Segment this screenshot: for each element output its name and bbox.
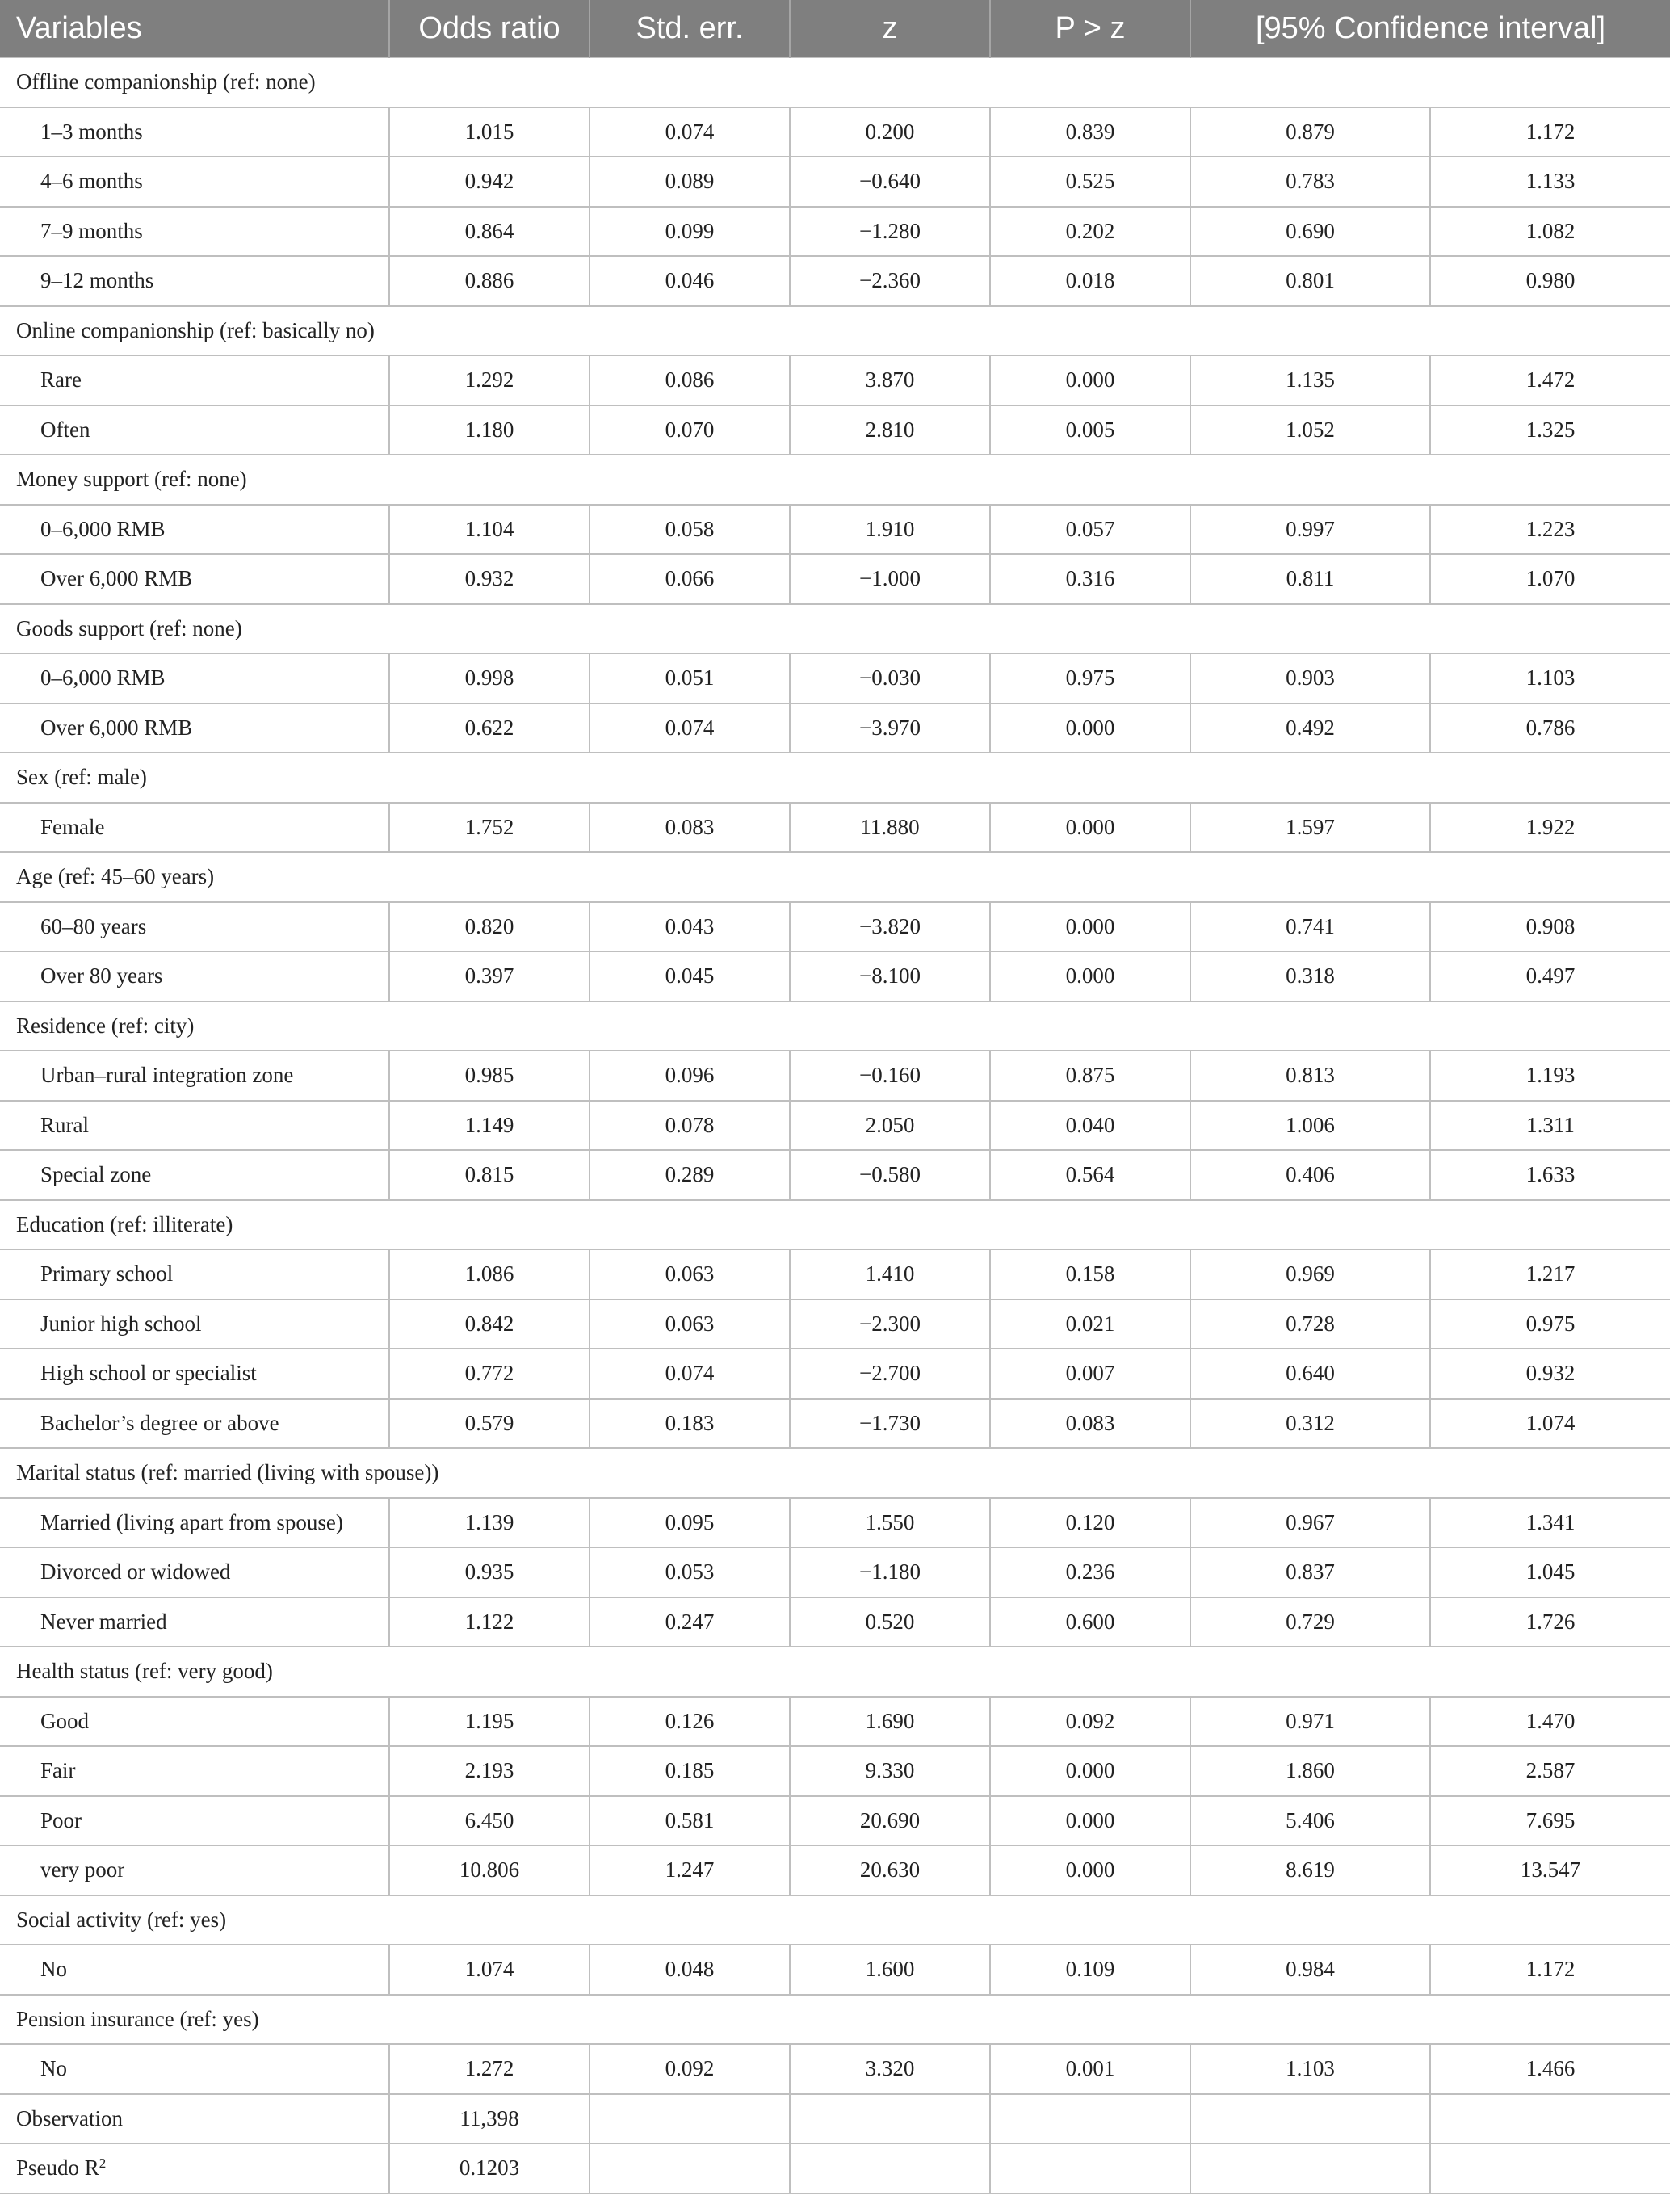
row-label: 1–3 months xyxy=(0,107,389,157)
cell-odds-ratio: 1.122 xyxy=(389,1597,590,1647)
cell-ci-lower: 1.052 xyxy=(1190,405,1430,455)
header-row xyxy=(0,0,1670,57)
cell-odds-ratio: 1.104 xyxy=(389,505,590,555)
group-title: Sex (ref: male) xyxy=(0,753,1670,803)
row-label: Over 80 years xyxy=(0,951,389,1001)
cell-ci-lower: 0.318 xyxy=(1190,951,1430,1001)
cell-ci-lower: 0.967 xyxy=(1190,1498,1430,1548)
cell-z: −2.300 xyxy=(790,1299,990,1349)
cell-ci-lower: 0.492 xyxy=(1190,703,1430,753)
cell-z: 2.050 xyxy=(790,1101,990,1151)
group-title: Money support (ref: none) xyxy=(0,455,1670,505)
group-title: Marital status (ref: married (living with spouse)) xyxy=(0,1448,1670,1498)
cell-odds-ratio: 0.942 xyxy=(389,157,590,207)
row-label: 4–6 months xyxy=(0,157,389,207)
cell-odds-ratio: 0.622 xyxy=(389,703,590,753)
cell-z: 9.330 xyxy=(790,1746,990,1796)
cell-ci-upper: 1.074 xyxy=(1430,1399,1670,1449)
cell-ci-lower: 1.860 xyxy=(1190,1746,1430,1796)
row-label: Primary school xyxy=(0,1249,389,1299)
row-label: 7–9 months xyxy=(0,207,389,257)
table-row xyxy=(0,505,1670,555)
cell-std-err: 0.096 xyxy=(590,1051,790,1101)
cell-ci-upper: 1.726 xyxy=(1430,1597,1670,1647)
cell-ci-upper: 1.223 xyxy=(1430,505,1670,555)
group-title: Education (ref: illiterate) xyxy=(0,1200,1670,1250)
cell-std-err: 0.074 xyxy=(590,1349,790,1399)
header-std-err: Std. err. xyxy=(590,0,790,57)
row-label: Bachelor’s degree or above xyxy=(0,1399,389,1449)
row-label: Female xyxy=(0,803,389,853)
cell-ci-upper: 1.325 xyxy=(1430,405,1670,455)
cell-ci-lower: 0.984 xyxy=(1190,1945,1430,1995)
cell-odds-ratio: 1.292 xyxy=(389,355,590,405)
cell-p-value: 0.202 xyxy=(990,207,1190,257)
cell-ci-upper: 1.193 xyxy=(1430,1051,1670,1101)
cell-ci-lower: 0.729 xyxy=(1190,1597,1430,1647)
cell-std-err: 0.083 xyxy=(590,803,790,853)
table-row xyxy=(0,1796,1670,1846)
cell-ci-lower: 0.969 xyxy=(1190,1249,1430,1299)
table-body xyxy=(0,57,1670,2094)
row-label: Never married xyxy=(0,1597,389,1647)
cell-ci-lower: 0.837 xyxy=(1190,1547,1430,1597)
cell-z: −0.580 xyxy=(790,1150,990,1200)
cell-p-value: 0.021 xyxy=(990,1299,1190,1349)
table-row xyxy=(0,355,1670,405)
table-row xyxy=(0,1101,1670,1151)
cell-odds-ratio: 6.450 xyxy=(389,1796,590,1846)
cell-z: 0.520 xyxy=(790,1597,990,1647)
table-row xyxy=(0,207,1670,257)
table-row xyxy=(0,902,1670,952)
cell-z: 11.880 xyxy=(790,803,990,853)
cell-p-value: 0.000 xyxy=(990,703,1190,753)
cell-std-err: 0.053 xyxy=(590,1547,790,1597)
cell-std-err: 0.048 xyxy=(590,1945,790,1995)
cell-odds-ratio: 1.139 xyxy=(389,1498,590,1548)
cell-p-value: 0.564 xyxy=(990,1150,1190,1200)
cell-p-value: 0.007 xyxy=(990,1349,1190,1399)
cell-ci-upper: 1.082 xyxy=(1430,207,1670,257)
cell-ci-upper: 13.547 xyxy=(1430,1845,1670,1895)
group-title: Residence (ref: city) xyxy=(0,1001,1670,1051)
cell-ci-upper: 1.045 xyxy=(1430,1547,1670,1597)
cell-p-value: 0.109 xyxy=(990,1945,1190,1995)
cell-odds-ratio: 1.149 xyxy=(389,1101,590,1151)
table-row xyxy=(0,1399,1670,1449)
group-row xyxy=(0,852,1670,902)
cell-p-value: 0.040 xyxy=(990,1101,1190,1151)
cell-std-err: 0.126 xyxy=(590,1697,790,1747)
cell-ci-upper: 0.980 xyxy=(1430,256,1670,306)
table-row xyxy=(0,405,1670,455)
cell-p-value: 0.316 xyxy=(990,554,1190,604)
cell-z: 1.690 xyxy=(790,1697,990,1747)
table-row xyxy=(0,1697,1670,1747)
observation-row xyxy=(0,2094,1670,2144)
table-row xyxy=(0,1249,1670,1299)
group-row xyxy=(0,1001,1670,1051)
cell-ci-upper: 0.786 xyxy=(1430,703,1670,753)
cell-std-err: 0.095 xyxy=(590,1498,790,1548)
cell-ci-lower: 0.811 xyxy=(1190,554,1430,604)
cell-odds-ratio: 0.815 xyxy=(389,1150,590,1200)
cell-ci-upper: 0.932 xyxy=(1430,1349,1670,1399)
table-row xyxy=(0,1150,1670,1200)
cell-ci-lower: 0.312 xyxy=(1190,1399,1430,1449)
cell-std-err: 0.046 xyxy=(590,256,790,306)
group-title: Age (ref: 45–60 years) xyxy=(0,852,1670,902)
row-label: Urban–rural integration zone xyxy=(0,1051,389,1101)
cell-std-err: 0.074 xyxy=(590,107,790,157)
cell-p-value: 0.000 xyxy=(990,803,1190,853)
row-label: 0–6,000 RMB xyxy=(0,653,389,703)
cell-p-value: 0.018 xyxy=(990,256,1190,306)
cell-ci-upper: 0.975 xyxy=(1430,1299,1670,1349)
table-row xyxy=(0,1498,1670,1548)
group-row xyxy=(0,1448,1670,1498)
cell-ci-lower: 1.135 xyxy=(1190,355,1430,405)
row-label: No xyxy=(0,1945,389,1995)
cell-ci-upper: 0.908 xyxy=(1430,902,1670,952)
cell-ci-lower: 0.690 xyxy=(1190,207,1430,257)
cell-z: −0.160 xyxy=(790,1051,990,1101)
cell-p-value: 0.000 xyxy=(990,951,1190,1001)
cell-z: 1.910 xyxy=(790,505,990,555)
cell-odds-ratio: 1.180 xyxy=(389,405,590,455)
table-row xyxy=(0,107,1670,157)
cell-p-value: 0.000 xyxy=(990,902,1190,952)
cell-ci-upper: 1.172 xyxy=(1430,1945,1670,1995)
cell-z: 3.870 xyxy=(790,355,990,405)
group-title: Social activity (ref: yes) xyxy=(0,1895,1670,1945)
cell-std-err: 0.078 xyxy=(590,1101,790,1151)
cell-ci-upper: 1.217 xyxy=(1430,1249,1670,1299)
cell-ci-upper: 1.341 xyxy=(1430,1498,1670,1548)
row-label: 60–80 years xyxy=(0,902,389,952)
cell-odds-ratio: 0.397 xyxy=(389,951,590,1001)
cell-ci-lower: 0.406 xyxy=(1190,1150,1430,1200)
row-label: Junior high school xyxy=(0,1299,389,1349)
cell-z: 20.690 xyxy=(790,1796,990,1846)
group-row xyxy=(0,1647,1670,1697)
cell-z: −8.100 xyxy=(790,951,990,1001)
row-label: very poor xyxy=(0,1845,389,1895)
cell-p-value: 0.000 xyxy=(990,1796,1190,1846)
cell-ci-upper: 1.922 xyxy=(1430,803,1670,853)
cell-odds-ratio: 1.752 xyxy=(389,803,590,853)
cell-z: −2.700 xyxy=(790,1349,990,1399)
cell-p-value: 0.975 xyxy=(990,653,1190,703)
cell-z: 2.810 xyxy=(790,405,990,455)
cell-ci-lower: 0.813 xyxy=(1190,1051,1430,1101)
group-title: Pension insurance (ref: yes) xyxy=(0,1995,1670,2045)
row-label: Over 6,000 RMB xyxy=(0,703,389,753)
row-label: High school or specialist xyxy=(0,1349,389,1399)
cell-std-err: 0.066 xyxy=(590,554,790,604)
cell-z: 0.200 xyxy=(790,107,990,157)
cell-std-err: 0.089 xyxy=(590,157,790,207)
row-label: Rare xyxy=(0,355,389,405)
table-row xyxy=(0,1547,1670,1597)
cell-odds-ratio: 1.086 xyxy=(389,1249,590,1299)
cell-p-value: 0.875 xyxy=(990,1051,1190,1101)
cell-odds-ratio: 1.074 xyxy=(389,1945,590,1995)
cell-p-value: 0.000 xyxy=(990,1746,1190,1796)
cell-z: −0.030 xyxy=(790,653,990,703)
cell-z: 1.410 xyxy=(790,1249,990,1299)
row-label: No xyxy=(0,2044,389,2094)
group-title: Offline companionship (ref: none) xyxy=(0,57,1670,107)
cell-std-err: 0.086 xyxy=(590,355,790,405)
group-row xyxy=(0,1895,1670,1945)
cell-std-err: 0.051 xyxy=(590,653,790,703)
cell-ci-lower: 0.741 xyxy=(1190,902,1430,952)
cell-ci-upper: 1.070 xyxy=(1430,554,1670,604)
cell-p-value: 0.158 xyxy=(990,1249,1190,1299)
pseudo-r2-label: Pseudo $R^2$ xyxy=(0,2143,389,2193)
cell-odds-ratio: 1.195 xyxy=(389,1697,590,1747)
group-row xyxy=(0,604,1670,654)
cell-ci-lower: 0.879 xyxy=(1190,107,1430,157)
cell-ci-upper: 7.695 xyxy=(1430,1796,1670,1846)
cell-odds-ratio: 0.864 xyxy=(389,207,590,257)
cell-odds-ratio: 1.015 xyxy=(389,107,590,157)
cell-odds-ratio: 0.886 xyxy=(389,256,590,306)
cell-z: 3.320 xyxy=(790,2044,990,2094)
cell-ci-lower: 0.783 xyxy=(1190,157,1430,207)
cell-p-value: 0.236 xyxy=(990,1547,1190,1597)
group-title: Goods support (ref: none) xyxy=(0,604,1670,654)
observation-label: Observation xyxy=(0,2094,389,2144)
cell-p-value: 0.600 xyxy=(990,1597,1190,1647)
cell-ci-lower: 0.640 xyxy=(1190,1349,1430,1399)
cell-p-value: 0.525 xyxy=(990,157,1190,207)
group-row xyxy=(0,455,1670,505)
cell-ci-lower: 1.006 xyxy=(1190,1101,1430,1151)
header-confidence-interval: [95% Confidence interval] xyxy=(1255,10,1606,45)
cell-ci-upper: 2.587 xyxy=(1430,1746,1670,1796)
table-row xyxy=(0,1299,1670,1349)
row-label: Married (living apart from spouse) xyxy=(0,1498,389,1548)
cell-ci-upper: 0.497 xyxy=(1430,951,1670,1001)
cell-std-err: 0.185 xyxy=(590,1746,790,1796)
row-label: Good xyxy=(0,1697,389,1747)
table-row xyxy=(0,1597,1670,1647)
cell-p-value: 0.000 xyxy=(990,355,1190,405)
pseudo-r2-row xyxy=(0,2143,1670,2193)
cell-std-err: 0.045 xyxy=(590,951,790,1001)
cell-ci-upper: 1.172 xyxy=(1430,107,1670,157)
header-odds-ratio: Odds ratio xyxy=(389,0,590,57)
table-row xyxy=(0,1349,1670,1399)
cell-odds-ratio: 1.272 xyxy=(389,2044,590,2094)
cell-ci-upper: 1.103 xyxy=(1430,653,1670,703)
cell-p-value: 0.000 xyxy=(990,1845,1190,1895)
table-row xyxy=(0,951,1670,1001)
row-label: Rural xyxy=(0,1101,389,1151)
observation-value: 11,398 xyxy=(389,2094,590,2144)
cell-ci-upper: 1.472 xyxy=(1430,355,1670,405)
group-row xyxy=(0,57,1670,107)
header-variables: Variables xyxy=(0,0,389,57)
cell-odds-ratio: 2.193 xyxy=(389,1746,590,1796)
row-label: Over 6,000 RMB xyxy=(0,554,389,604)
cell-std-err: 0.581 xyxy=(590,1796,790,1846)
cell-z: −2.360 xyxy=(790,256,990,306)
table-row xyxy=(0,803,1670,853)
cell-std-err: 0.247 xyxy=(590,1597,790,1647)
table-row xyxy=(0,1746,1670,1796)
cell-ci-upper: 1.466 xyxy=(1430,2044,1670,2094)
cell-ci-upper: 1.470 xyxy=(1430,1697,1670,1747)
row-label: Divorced or widowed xyxy=(0,1547,389,1597)
row-label: 0–6,000 RMB xyxy=(0,505,389,555)
table-row xyxy=(0,2044,1670,2094)
table-row xyxy=(0,256,1670,306)
cell-odds-ratio: 0.820 xyxy=(389,902,590,952)
cell-odds-ratio: 0.985 xyxy=(389,1051,590,1101)
cell-std-err: 0.289 xyxy=(590,1150,790,1200)
cell-std-err: 1.247 xyxy=(590,1845,790,1895)
table-row xyxy=(0,554,1670,604)
cell-std-err: 0.070 xyxy=(590,405,790,455)
row-label: Fair xyxy=(0,1746,389,1796)
group-row xyxy=(0,1995,1670,2045)
cell-ci-lower: 0.903 xyxy=(1190,653,1430,703)
cell-ci-lower: 0.728 xyxy=(1190,1299,1430,1349)
cell-ci-upper: 1.311 xyxy=(1430,1101,1670,1151)
cell-std-err: 0.074 xyxy=(590,703,790,753)
header-z: z xyxy=(790,0,990,57)
table-row xyxy=(0,1051,1670,1101)
cell-odds-ratio: 0.842 xyxy=(389,1299,590,1349)
row-label: 9–12 months xyxy=(0,256,389,306)
cell-z: −1.280 xyxy=(790,207,990,257)
cell-odds-ratio: 0.998 xyxy=(389,653,590,703)
cell-ci-lower: 1.597 xyxy=(1190,803,1430,853)
row-label: Poor xyxy=(0,1796,389,1846)
cell-z: 20.630 xyxy=(790,1845,990,1895)
cell-std-err: 0.063 xyxy=(590,1249,790,1299)
cell-p-value: 0.120 xyxy=(990,1498,1190,1548)
group-title: Health status (ref: very good) xyxy=(0,1647,1670,1697)
cell-p-value: 0.092 xyxy=(990,1697,1190,1747)
cell-ci-upper: 1.633 xyxy=(1430,1150,1670,1200)
cell-p-value: 0.001 xyxy=(990,2044,1190,2094)
cell-std-err: 0.063 xyxy=(590,1299,790,1349)
cell-std-err: 0.092 xyxy=(590,2044,790,2094)
table-footer xyxy=(0,2094,1670,2193)
cell-z: −1.730 xyxy=(790,1399,990,1449)
cell-std-err: 0.058 xyxy=(590,505,790,555)
cell-ci-lower: 8.619 xyxy=(1190,1845,1430,1895)
group-row xyxy=(0,306,1670,356)
table-row xyxy=(0,1845,1670,1895)
cell-ci-upper: 1.133 xyxy=(1430,157,1670,207)
group-row xyxy=(0,1200,1670,1250)
cell-odds-ratio: 0.772 xyxy=(389,1349,590,1399)
table-row xyxy=(0,157,1670,207)
row-label: Special zone xyxy=(0,1150,389,1200)
cell-std-err: 0.183 xyxy=(590,1399,790,1449)
cell-z: 1.550 xyxy=(790,1498,990,1548)
cell-p-value: 0.005 xyxy=(990,405,1190,455)
cell-odds-ratio: 0.579 xyxy=(389,1399,590,1449)
group-row xyxy=(0,753,1670,803)
cell-odds-ratio: 0.935 xyxy=(389,1547,590,1597)
cell-z: −1.000 xyxy=(790,554,990,604)
cell-ci-lower: 0.801 xyxy=(1190,256,1430,306)
cell-z: −3.820 xyxy=(790,902,990,952)
cell-z: 1.600 xyxy=(790,1945,990,1995)
pseudo-r2-value: 0.1203 xyxy=(389,2143,590,2193)
cell-ci-lower: 0.997 xyxy=(1190,505,1430,555)
row-label: Often xyxy=(0,405,389,455)
cell-z: −0.640 xyxy=(790,157,990,207)
cell-std-err: 0.043 xyxy=(590,902,790,952)
cell-p-value: 0.057 xyxy=(990,505,1190,555)
table-row xyxy=(0,653,1670,703)
cell-ci-lower: 0.971 xyxy=(1190,1697,1430,1747)
table-row xyxy=(0,1945,1670,1995)
cell-z: −1.180 xyxy=(790,1547,990,1597)
group-title: Online companionship (ref: basically no) xyxy=(0,306,1670,356)
cell-p-value: 0.839 xyxy=(990,107,1190,157)
cell-p-value: 0.083 xyxy=(990,1399,1190,1449)
table-row xyxy=(0,703,1670,753)
cell-odds-ratio: 10.806 xyxy=(389,1845,590,1895)
cell-ci-lower: 5.406 xyxy=(1190,1796,1430,1846)
cell-z: −3.970 xyxy=(790,703,990,753)
cell-std-err: 0.099 xyxy=(590,207,790,257)
header-p-value: P > z xyxy=(990,0,1190,57)
cell-ci-lower: 1.103 xyxy=(1190,2044,1430,2094)
cell-odds-ratio: 0.932 xyxy=(389,554,590,604)
